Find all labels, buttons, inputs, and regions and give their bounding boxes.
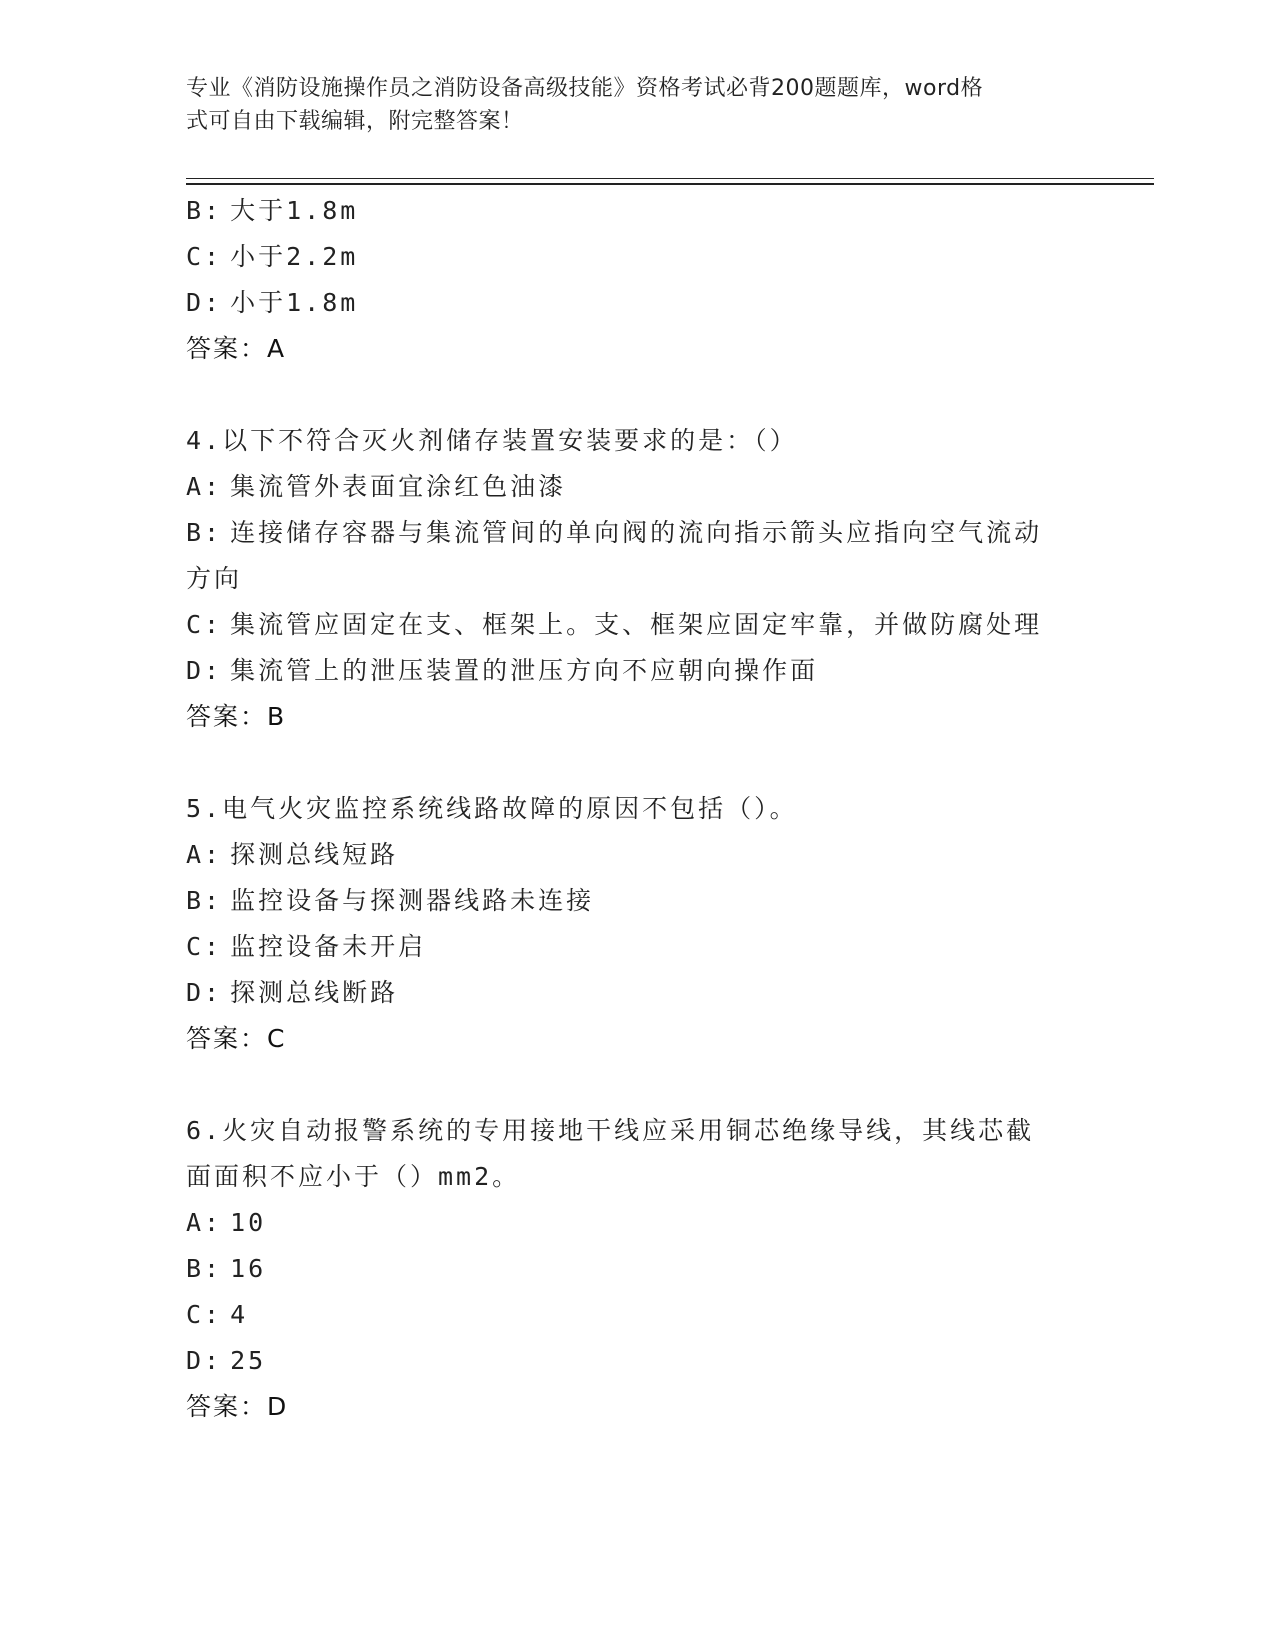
option-label: D:	[186, 1346, 223, 1375]
spacer	[186, 740, 1086, 786]
question-4	[186, 418, 1086, 740]
option-c	[186, 234, 1086, 280]
question-6-text-line-1: 6.火灾自动报警系统的专用接地干线应采用铜芯绝缘导线，其线芯截	[186, 1116, 1035, 1145]
header-divider-thick	[186, 183, 1154, 185]
document-header	[186, 72, 1066, 138]
option-label: B:	[186, 518, 223, 547]
question-4-text: 4.以下不符合灭火剂储存装置安装要求的是：（）	[186, 426, 798, 455]
option-text: 探测总线短路	[230, 840, 399, 869]
option-label: A:	[186, 472, 223, 501]
option-text: 集流管上的泄压装置的泄压方向不应朝向操作面	[230, 656, 819, 685]
option-a	[186, 832, 1086, 878]
option-a	[186, 464, 1086, 510]
header-divider-thin	[186, 178, 1154, 179]
header-title-line-2: 式可自由下载编辑，附完整答案！	[186, 109, 524, 134]
option-c	[186, 602, 1086, 648]
question-5	[186, 786, 1086, 1062]
option-text: 小于1.8m	[230, 288, 359, 317]
option-label: C:	[186, 242, 223, 271]
header-title-line-1: 专业《消防设施操作员之消防设备高级技能》资格考试必背200题题库，word格	[186, 76, 984, 101]
option-d	[186, 648, 1086, 694]
option-label: B:	[186, 196, 223, 225]
question-list	[186, 188, 1086, 1430]
option-b	[186, 188, 1086, 234]
option-label: A:	[186, 1208, 223, 1237]
option-d	[186, 1338, 1086, 1384]
question-6-answer: 答案：D	[186, 1392, 289, 1421]
spacer	[186, 1062, 1086, 1108]
option-d	[186, 970, 1086, 1016]
option-c	[186, 924, 1086, 970]
spacer	[186, 372, 1086, 418]
option-text: 16	[230, 1254, 267, 1283]
option-label: B:	[186, 1254, 223, 1283]
option-c	[186, 1292, 1086, 1338]
option-b-continued: 方向	[186, 564, 243, 593]
question-5-text: 5.电气火灾监控系统线路故障的原因不包括（）。	[186, 794, 798, 823]
question-5-answer: 答案：C	[186, 1024, 287, 1053]
option-label: B:	[186, 886, 223, 915]
option-b	[186, 510, 1086, 556]
question-6	[186, 1108, 1086, 1430]
question-4-answer: 答案：B	[186, 702, 287, 731]
option-text: 连接储存容器与集流管间的单向阀的流向指示箭头应指向空气流动	[230, 518, 1043, 547]
option-b	[186, 878, 1086, 924]
option-text: 集流管应固定在支、框架上。支、框架应固定牢靠，并做防腐处理	[230, 610, 1043, 639]
option-label: D:	[186, 288, 223, 317]
option-d	[186, 280, 1086, 326]
question-3-answer: 答案：A	[186, 334, 287, 363]
option-text: 4	[230, 1300, 249, 1329]
question-6-text-line-2: 面面积不应小于（）mm2。	[186, 1162, 521, 1191]
option-text: 监控设备未开启	[230, 932, 427, 961]
option-text: 探测总线断路	[230, 978, 399, 1007]
option-label: A:	[186, 840, 223, 869]
option-label: C:	[186, 1300, 223, 1329]
option-text: 集流管外表面宜涂红色油漆	[230, 472, 567, 501]
option-text: 10	[230, 1208, 267, 1237]
option-text: 25	[230, 1346, 267, 1375]
option-text: 小于2.2m	[230, 242, 359, 271]
option-label: D:	[186, 978, 223, 1007]
option-b	[186, 1246, 1086, 1292]
option-label: C:	[186, 610, 223, 639]
option-label: C:	[186, 932, 223, 961]
option-text: 监控设备与探测器线路未连接	[230, 886, 595, 915]
question-3-options	[186, 188, 1086, 372]
option-a	[186, 1200, 1086, 1246]
option-text: 大于1.8m	[230, 196, 359, 225]
option-label: D:	[186, 656, 223, 685]
